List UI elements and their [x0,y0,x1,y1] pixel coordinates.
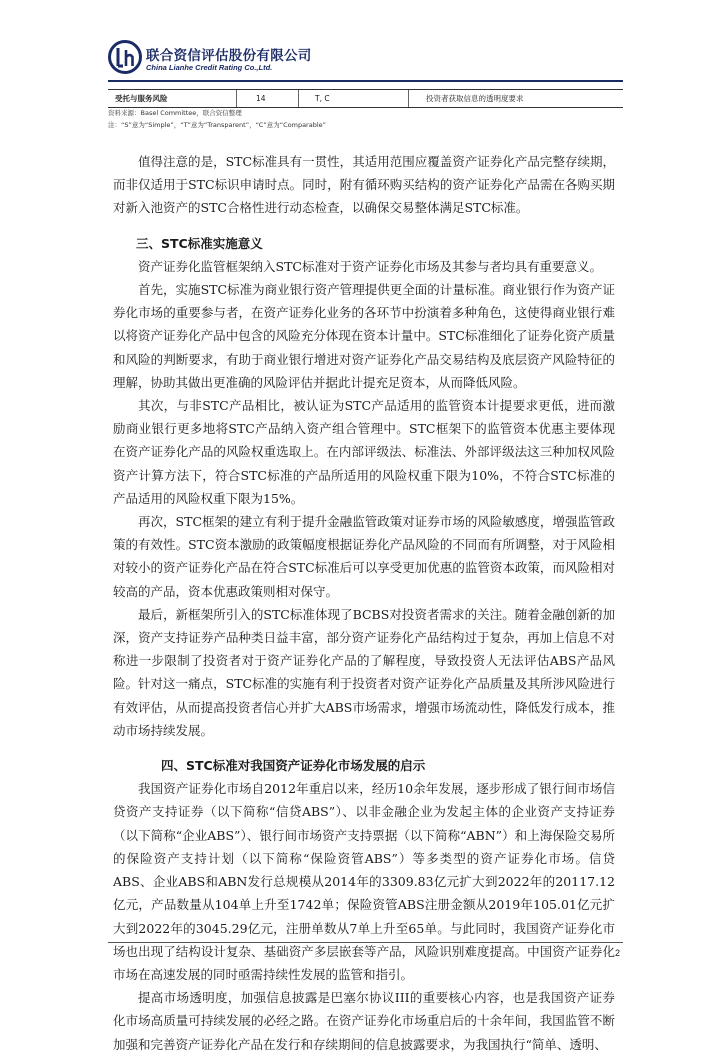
paragraph: 我国资产证券化市场自2012年重启以来，经历10余年发展，逐步形成了银行间市场信贷资产支持证券（以下简称“信贷ABS”）、以非金融企业为发起主体的企业资产支持证券（以下简称“企业ABS”）、银行间市场资产支持票据（以下简称“ABN”）和上海保险交易所的保险资产支持计划（以下简称“保险资管ABS”）等多类型的资产证券化市场。信贷ABS、企业ABS和ABN发行总规模从2014年的3309.83亿元扩大到2022年的20117.12亿元，产品数量从104单上升至1742单；保险资管ABS注册金额从2019年105.01亿元扩大到2022年的3045.29亿元，注册单数从7单上升至65单。与此同时，我国资产证券化市场也出现了结构设计复杂、基础资产多层嵌套等产品，风险识别难度提高。中国资产证券化市场在高速发展的同时亟需持续性发展的监管和指引。 [113,781,615,982]
table-source-note: 资料来源：Basel Committee，联合资信整理 [108,109,242,117]
table-cell-divider [236,90,237,107]
table-cell-divider [408,90,409,107]
section-heading: 四、STC标准对我国资产证券化市场发展的启示 [161,758,426,774]
paragraph: 资产证券化监管框架纳入STC标准对于资产证券化市场及其参与者均具有重要意义。 [138,258,602,274]
paragraph: 首先，实施STC标准为商业银行资产管理提供更全面的计量标准。商业银行作为资产证券化市场的重要参与者，在资产证券化业务的各环节中扮演着多种角色，这使得商业银行难以将资产证券化产品中包含的风险充分体现在资本计量中。STC标准细化了证券化资产质量和风险的判断要求，有助于商业银行增进对资产证券化产品交易结构及底层资产风险特征的理解，协助其做出更准确的风险评估并据此计提充足资本，从而降低风险。 [113,282,615,390]
table-row [108,89,623,108]
document-body [113,150,615,1056]
table-cell-number: 14 [256,94,266,103]
table-cell-description: 投资者获取信息的透明度要求 [426,94,524,103]
company-name-en: China Lianhe Credit Rating Co.,Ltd. [146,63,273,72]
paragraph: 最后，新框架所引入的STC标准体现了BCBS对投资者需求的关注。随着金融创新的加深，资产支持证券产品种类日益丰富，部分资产证券化产品结构过于复杂，再加上信息不对称进一步限制了投资者对于资产证券化产品的了解程度，导致投资人无法评估ABS产品风险。针对这一痛点，STC标准的实施有利于投资者对资产证券化产品质量及其所涉风险进行有效评估，从而提高投资者信心并扩大ABS市场需求，增强市场流动性，降低发行成本，推动市场持续发展。 [113,606,615,738]
table-cell-category: 受托与服务风险 [115,94,168,103]
company-name-cn: 联合资信评估股份有限公司 [146,48,312,64]
table-cell-type: T, C [315,94,330,103]
table-cell-divider [298,90,299,107]
lianhe-logo-icon [108,40,142,74]
paragraph: 值得注意的是，STC标准具有一贯性，其适用范围应覆盖资产证券化产品完整存续期，而非仅适用于STC标识申请时点。同时，附有循环购买结构的资产证券化产品需在各购买期对新入池资产的STC合格性进行动态检查，以确保交易整体满足STC标准。 [113,154,615,216]
table-legend-note: 注：“S”意为“Simple”，“T”意为“Transparent”，“C”意为“Comparable” [108,121,327,129]
header-divider [108,80,623,82]
paragraph: 其次，与非STC产品相比，被认证为STC产品适用的监管资本计提要求更低，进而激励商业银行更多地将STC产品纳入资产组合管理中。STC框架下的监管资本优惠主要体现在资产证券化产品的风险权重选取上。在内部评级法、标准法、外部评级法这三种加权风险资产计算方法下，符合STC标准的产品所适用的风险权重下限为10%，不符合STC标准的产品适用的风险权重下限为15%。 [113,398,615,506]
page-number: 2 [614,948,620,958]
page-header [108,38,628,78]
paragraph: 再次，STC框架的建立有利于提升金融监管政策对证券市场的风险敏感度，增强监管政策的有效性。STC资本激励的政策幅度根据证券化产品风险的不同而有所调整，对于风险相对较小的资产证券化产品在符合STC标准后可以享受更加优惠的监管资本政策，而风险相对较高的产品，资本优惠政策则相对保守。 [113,514,615,599]
section-heading: 三、STC标准实施意义 [136,235,263,251]
paragraph: 提高市场透明度，加强信息披露是巴塞尔协议III的重要核心内容，也是我国资产证券化市场高质量可持续发展的必经之路。在资产证券化市场重启后的十余年间，我国监管不断加强和完善资产证券化产品在发行和存续期间的信息披露要求，为我国执行“简单、透明、 [113,990,615,1052]
footer-divider [108,942,623,943]
